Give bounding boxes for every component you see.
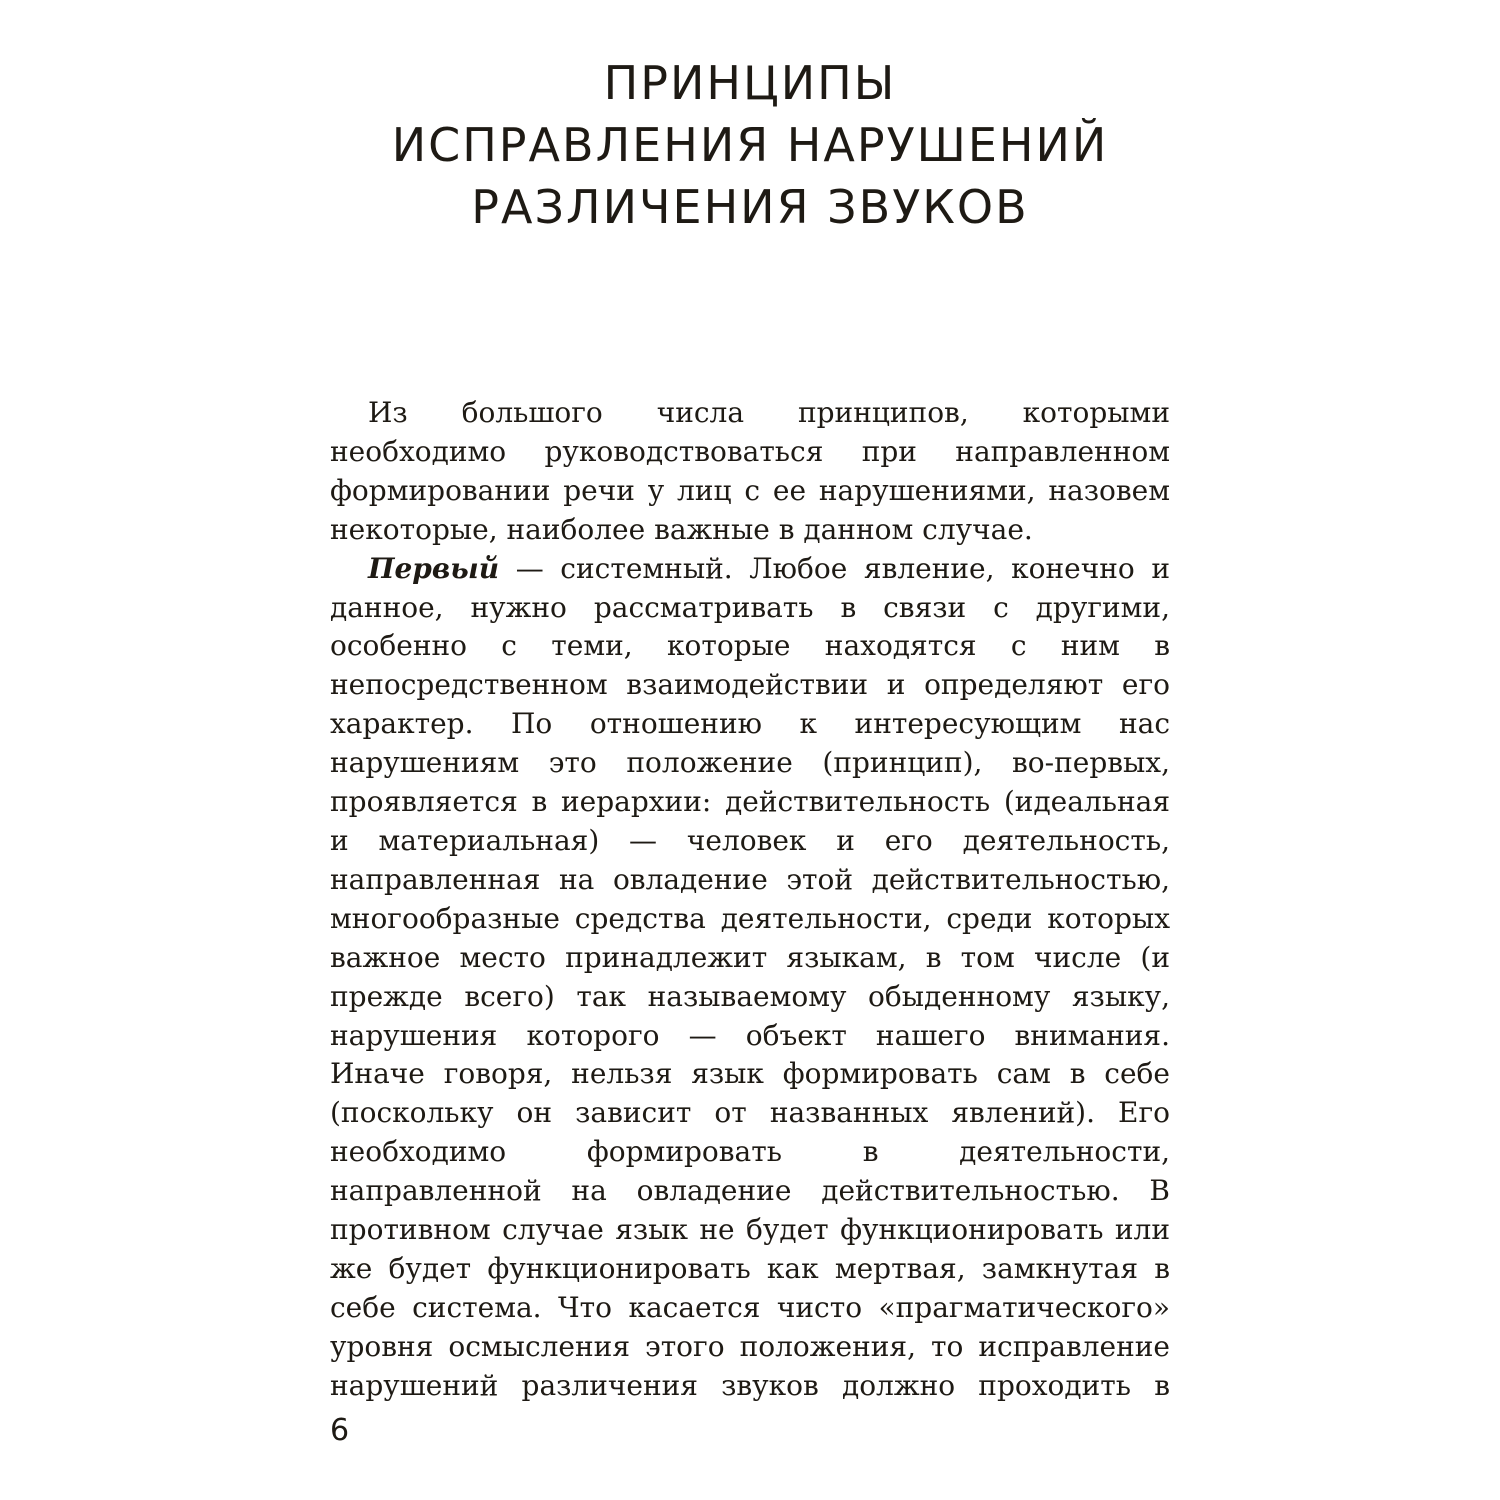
paragraph-2-text: — системный. Любое явление, конечно и данное, нужно рассматривать в связи с другими, особенно с теми, которые находятся с ним в непосредственном взаимодействии и определяют его характер. По отношению к интересующим нас нарушениям это положение (принцип), во-первых, проявляется в иерархии: действительность (идеальная и материальная) — человек и его деятельность, направленная на овладение этой действительностью, многообразные средства деятельности, среди которых важное место принадлежит языкам, в том числе (и прежде всего) так называемому обыденному языку, нарушения которого — объект нашего внимания. Иначе говоря, нельзя язык формировать сам в себе (поскольку он зависит от названных явлений). Его необходимо формировать в деятельности, направленной на овладение действительностью. В противном случае язык не будет функционировать или же будет функционировать как мертвая, замкнутая в себе система. Что касается чисто «прагматического» уровня осмысления этого положения, то исправление нарушений различения звуков должно проходить в [330,551,1170,1402]
page-number: 6 [330,1413,350,1448]
paragraph-2 [330,550,1170,1406]
chapter-title [330,52,1170,238]
paragraph-2-term: Первый [368,551,500,585]
paragraph-1-text: Из большого числа принципов, которыми необходимо руководствоваться при направленном формировании речи у лиц с ее нарушениями, назовем некоторые, наиболее важные в данном случае. [330,396,1170,546]
chapter-title-line-2: ИСПРАВЛЕНИЯ НАРУШЕНИЙ [391,118,1109,172]
chapter-title-line-3: РАЗЛИЧЕНИЯ ЗВУКОВ [471,180,1029,234]
body-text [330,394,1170,1406]
paragraph-1 [330,394,1170,550]
chapter-title-line-1: ПРИНЦИПЫ [603,56,897,110]
